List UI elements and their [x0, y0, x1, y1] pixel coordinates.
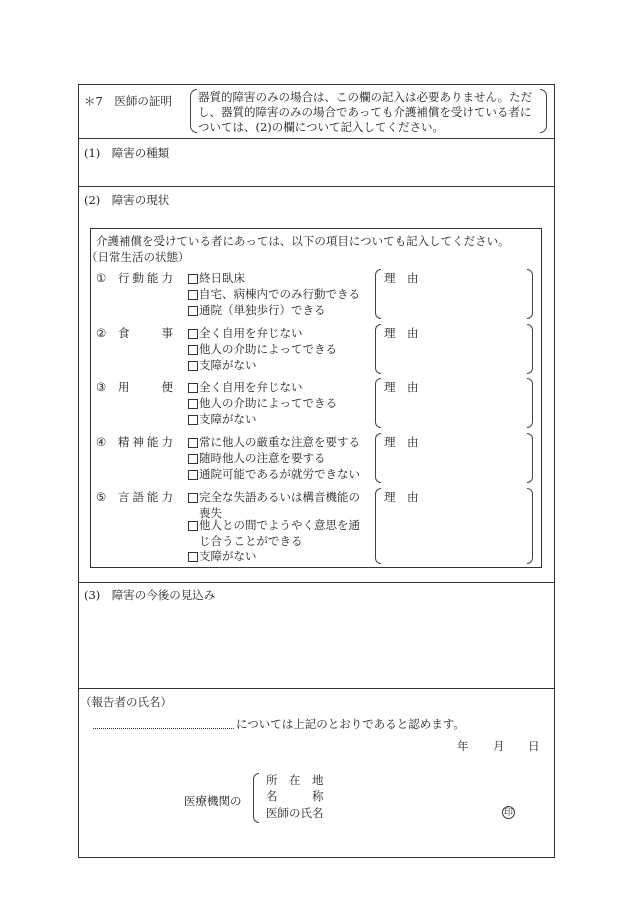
- doctor-name-label: 医師の氏名: [266, 806, 324, 820]
- divider: [78, 688, 555, 689]
- reason-label: 理 由: [384, 326, 419, 340]
- divider: [78, 138, 555, 139]
- option-label: 他人との間でようやく意思を通: [199, 518, 360, 532]
- section1-label: (1) 障害の種類: [84, 146, 170, 160]
- option-label: 支障がない: [199, 358, 257, 372]
- certificate-note-line: し、器質的障害のみの場合であっても介護補償を受けている者に: [198, 105, 532, 119]
- checkbox[interactable]: [188, 399, 198, 409]
- bracket-right: [527, 269, 533, 319]
- bracket-left: [190, 89, 197, 133]
- section2-label: (2) 障害の現状: [84, 193, 170, 207]
- section3-label: (3) 障害の今後の見込み: [84, 588, 216, 602]
- certificate-note-line: 器質的障害のみの場合は、この欄の記入は必要ありません。ただ: [198, 90, 533, 104]
- checkbox[interactable]: [188, 345, 198, 355]
- institution-address-label: 所 在 地: [266, 773, 324, 787]
- option-label: 通院可能であるが就労できない: [199, 467, 360, 481]
- bracket-left: [375, 488, 381, 564]
- item-number: ③: [96, 380, 107, 394]
- bracket-left: [375, 433, 381, 483]
- institution-label: 医療機関の: [184, 794, 242, 808]
- option-label: 終日臥床: [199, 271, 245, 285]
- checkbox[interactable]: [188, 383, 198, 393]
- section2-subheading: （日常生活の状態）: [86, 250, 190, 264]
- certificate-note-line: ついては、(2)の欄について記入してください。: [198, 120, 445, 134]
- reason-label: 理 由: [384, 490, 419, 504]
- item-name: 精神能力: [118, 435, 176, 449]
- reporter-name-line[interactable]: [93, 728, 234, 729]
- bracket-left: [375, 269, 381, 319]
- certificate-heading: ＊7 医師の証明: [84, 94, 172, 108]
- checkbox[interactable]: [188, 415, 198, 425]
- option-label: じ合うことができる: [199, 534, 303, 548]
- item-name: 食 事: [118, 326, 176, 340]
- option-label: 通院（単独歩行）できる: [199, 303, 326, 317]
- reason-label: 理 由: [384, 271, 419, 285]
- checkbox[interactable]: [188, 470, 198, 480]
- checkbox[interactable]: [188, 521, 198, 531]
- option-label: 支障がない: [199, 412, 257, 426]
- option-label: 他人の介助によってできる: [199, 342, 337, 356]
- date-year: 年: [457, 739, 469, 753]
- option-label: 全く自用を弁じない: [199, 326, 303, 340]
- option-label: 他人の介助によってできる: [199, 396, 337, 410]
- divider: [78, 186, 555, 187]
- checkbox[interactable]: [188, 361, 198, 371]
- bracket-right: [540, 89, 547, 133]
- date-month: 月: [493, 739, 505, 753]
- divider: [78, 582, 555, 583]
- bracket-right: [527, 324, 533, 374]
- option-label: 自宅、病棟内でのみ行動できる: [199, 287, 360, 301]
- seal-icon: 印: [503, 808, 513, 818]
- institution-name-label: 名 称: [266, 789, 324, 803]
- bracket-left: [253, 773, 259, 823]
- checkbox[interactable]: [188, 454, 198, 464]
- checkbox[interactable]: [188, 329, 198, 339]
- section2-intro: 介護補償を受けている者にあっては、以下の項目についても記入してください。: [96, 234, 510, 248]
- reason-label: 理 由: [384, 380, 419, 394]
- bracket-right: [527, 433, 533, 483]
- option-label: 完全な失語あるいは構音機能の: [199, 490, 360, 504]
- option-label: 喪失: [199, 506, 222, 520]
- checkbox[interactable]: [188, 438, 198, 448]
- item-number: ⑤: [96, 490, 107, 504]
- option-label: 全く自用を弁じない: [199, 380, 303, 394]
- option-label: 常に他人の厳重な注意を要する: [199, 435, 360, 449]
- reporter-statement: については上記のとおりであると認めます。: [236, 717, 465, 731]
- bracket-left: [375, 324, 381, 374]
- option-label: 支障がない: [199, 549, 257, 563]
- date-day: 日: [528, 739, 540, 753]
- checkbox[interactable]: [188, 493, 198, 503]
- bracket-left: [375, 378, 381, 428]
- item-name: 用 便: [118, 380, 176, 394]
- item-name: 言語能力: [118, 490, 176, 504]
- reason-label: 理 由: [384, 435, 419, 449]
- reporter-label: （報告者の氏名）: [80, 695, 172, 709]
- checkbox[interactable]: [188, 552, 198, 562]
- item-name: 行動能力: [118, 271, 176, 285]
- checkbox[interactable]: [188, 290, 198, 300]
- bracket-right: [527, 488, 533, 564]
- item-number: ①: [96, 271, 107, 285]
- item-number: ④: [96, 435, 107, 449]
- bracket-right: [527, 378, 533, 428]
- option-label: 随時他人の注意を要する: [199, 451, 326, 465]
- checkbox[interactable]: [188, 306, 198, 316]
- item-number: ②: [96, 326, 107, 340]
- checkbox[interactable]: [188, 274, 198, 284]
